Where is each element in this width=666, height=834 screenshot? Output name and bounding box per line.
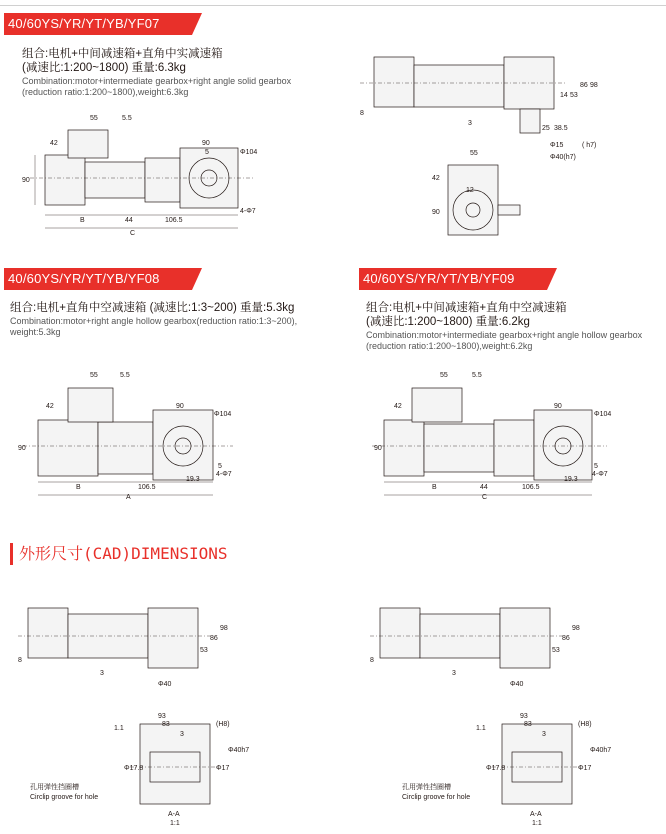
yf08-4phi7: 4-Φ7 [216,471,232,478]
dim-left-d1_1: 1.1 [114,725,124,732]
angle-box-side [500,608,550,668]
yf08-A: A [126,494,131,501]
dim-right-phi17: Φ17 [578,765,592,772]
dim-left-d3b: 3 [180,731,184,738]
dimensions-title: 外形尺寸(CAD)DIMENSIONS [19,544,228,563]
dim-right-phi40h7: Φ40h7 [590,747,612,754]
yf07-d44: 44 [125,217,133,224]
motor-body [384,420,424,476]
dim-left-phi40h7: Φ40h7 [228,747,250,754]
yf09-header: 40/60YS/YR/YT/YB/YF09 [359,268,547,290]
motor-body [45,155,85,205]
dim-right-note-zh: 孔用弹性挡圈槽 [402,784,451,791]
yf07-side98: 98 [590,82,598,89]
dim-right-d83: 83 [524,721,532,728]
angle-box-side [148,608,198,668]
yf07-side86: 86 [580,82,588,89]
dim-right-note-en: Circlip groove for hole [402,794,471,801]
yf09-desc-zh-1: 组合:电机+中间减速箱+直角中空减速箱 [366,302,567,314]
yf08-drawing [18,370,268,500]
dim-right-d3b: 3 [542,731,546,738]
dim-left-h8: (H8) [216,721,230,728]
yf07-d90b: 90 [202,140,210,147]
terminal-box [412,388,462,422]
yf09-d5_5: 5.5 [472,372,482,379]
yf08-d106: 106.5 [138,484,156,491]
shaft-side [520,109,540,133]
yf09-d55: 55 [440,372,448,379]
dim-left-phi40: Φ40 [158,681,172,688]
yf07-phi40: Φ40(h7) [550,154,576,161]
yf08-phi104: Φ104 [214,411,232,418]
yf07-drawing-top [20,110,280,240]
yf07-d12: 12 [466,187,474,194]
yf09-d90: 90 [374,445,382,452]
yf08-header: 40/60YS/YR/YT/YB/YF08 [4,268,192,290]
gear-side [414,65,504,107]
yf07-d5: 5 [205,149,209,156]
yf09-desc-en-2: (reduction ratio:1:200~1800),weight:6.2kg [366,341,533,351]
yf09-d42: 42 [394,403,402,410]
yf07-side8: 8 [360,110,364,117]
dim-right-phi17_8: Φ17.8 [486,765,506,772]
dim-right-aa: A-A [530,811,542,818]
motor-body [38,420,98,476]
yf07-desc-zh-2: (减速比:1:200~1800) 重量:6.3kg [22,62,186,74]
yf09-d19: 19.3 [564,476,578,483]
yf09-phi104: Φ104 [594,411,612,418]
yf09-d44: 44 [480,484,488,491]
yf07-desc-en-2: (reduction ratio:1:200~1800),weight:6.3kg [22,87,189,97]
yf09-d106: 106.5 [522,484,540,491]
yf07-side38: 38.5 [554,125,568,132]
dim-left-scale: 1:1 [170,820,180,827]
dim-right-d93: 93 [520,713,528,720]
dim-right-d8: 8 [370,657,374,664]
yf09-d90b: 90 [554,403,562,410]
dim-right-phi40: Φ40 [510,681,524,688]
dim-right-d98: 98 [572,625,580,632]
dim-left-d53: 53 [200,647,208,654]
dimensions-accent-bar [10,543,13,565]
dim-left-d98: 98 [220,625,228,632]
dim-right-d3: 3 [452,670,456,677]
intermediate-gearbox [85,162,145,198]
yf08-desc-en-1: Combination:motor+right angle hollow gearbox(reduction ratio:1:3~200), [10,316,298,326]
dim-left-d93: 93 [158,713,166,720]
dim-left-d86: 86 [210,635,218,642]
top-rule [0,5,666,6]
yf09-C: C [482,494,488,501]
hollow-gearbox [153,410,213,480]
dim-left-d3: 3 [100,670,104,677]
yf08-d19: 19.3 [186,476,200,483]
yf07-front90: 90 [432,209,440,216]
dim-right-d86: 86 [562,635,570,642]
yf07-phi104: Φ104 [240,149,258,156]
yf08-d42: 42 [46,403,54,410]
yf07-phi15: Φ15 [550,142,564,149]
section-body [502,724,572,804]
yf07-side3: 3 [468,120,472,127]
yf08-d90: 90 [18,445,26,452]
yf07-side14: 14 [560,92,568,99]
dim-left-section [20,712,250,827]
yf07-desc-zh-1: 组合:电机+中间减速箱+直角中实减速箱 [22,48,223,60]
yf07-side53: 53 [570,92,578,99]
yf08-desc-zh-1: 组合:电机+直角中空减速箱 (减速比:1:3~200) 重量:5.3kg [10,302,295,314]
dim-right-h8: (H8) [578,721,592,728]
yf07-front42: 42 [432,175,440,182]
terminal-box [68,130,108,158]
yf09-drawing [372,370,622,500]
yf08-d90b: 90 [176,403,184,410]
dim-left-note-en: Circlip groove for hole [30,794,99,801]
yf09-d5: 5 [594,463,598,470]
section-body [140,724,210,804]
yf07-d42: 42 [50,140,58,147]
dim-left-side [18,600,238,695]
yf07-d55: 55 [90,115,98,122]
yf07-h7: ( h7) [582,142,597,149]
dim-left-phi17_8: Φ17.8 [124,765,144,772]
motor-side [380,608,420,658]
motor-side [374,57,414,107]
yf09-desc-en-1: Combination:motor+intermediate gearbox+right angle hollow gearbox [366,330,643,340]
yf08-d55: 55 [90,372,98,379]
dim-left-d8: 8 [18,657,22,664]
dim-left-d83: 83 [162,721,170,728]
yf07-d55b: 5.5 [122,115,132,122]
dim-left-aa: A-A [168,811,180,818]
gearbox [98,422,153,474]
middle-box [494,420,534,476]
middle-box [145,158,180,202]
yf09-B: B [432,484,437,491]
yf07-drawing-front [430,150,540,250]
dim-right-scale: 1:1 [532,820,542,827]
yf07-C: C [130,230,136,237]
yf09-4phi7: 4-Φ7 [592,471,608,478]
dim-right-side [370,600,590,695]
terminal-box [68,388,113,422]
dim-right-section [392,712,622,827]
yf07-header: 40/60YS/YR/YT/YB/YF07 [4,13,192,35]
yf07-4phi7: 4-Φ7 [240,208,256,215]
yf09-desc-zh-2: (减速比:1:200~1800) 重量:6.2kg [366,316,530,328]
yf07-d106: 106.5 [165,217,183,224]
yf07-B: B [80,217,85,224]
dim-right-d1_1: 1.1 [476,725,486,732]
yf07-desc-en-1: Combination:motor+intermediate gearbox+right angle solid gearbox [22,76,292,86]
yf08-desc-en-2: weight:5.3kg [10,327,61,337]
yf08-d5: 5 [218,463,222,470]
dim-left-phi17: Φ17 [216,765,230,772]
yf08-d5_5: 5.5 [120,372,130,379]
dim-left-note-zh: 孔用弹性挡圈槽 [30,784,79,791]
dim-right-d53: 53 [552,647,560,654]
intermediate-gearbox [424,424,494,472]
yf07-side25: 25 [542,125,550,132]
motor-side [28,608,68,658]
yf07-front55: 55 [470,150,478,157]
front-key [498,205,520,215]
yf08-B: B [76,484,81,491]
yf07-d90: 90 [22,177,30,184]
